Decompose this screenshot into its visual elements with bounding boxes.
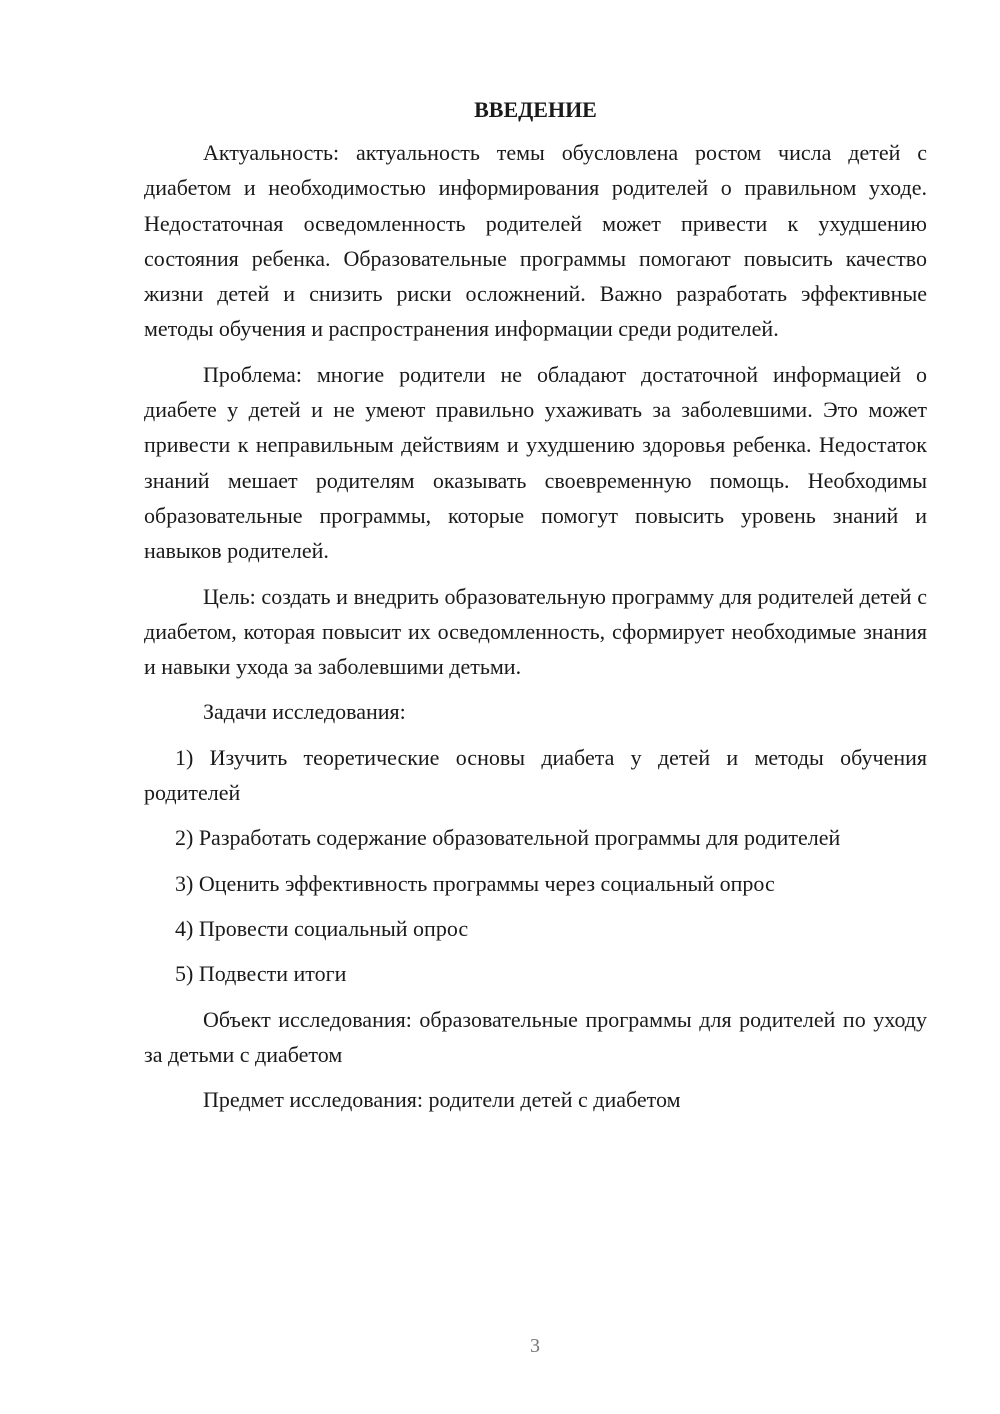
tasks-heading: Задачи исследования: bbox=[203, 699, 406, 725]
task-item-2: 2) Разработать содержание образовательной программы для родителей bbox=[175, 825, 841, 851]
paragraph-object: Объект исследования: образовательные программы для родителей по уходу за детьми с диабетом bbox=[144, 1006, 927, 1067]
paragraph-subject: Предмет исследования: родители детей с диабетом bbox=[203, 1087, 681, 1113]
paragraph-goal: Цель: создать и внедрить образовательную программу для родителей детей с диабетом, которая повысит их осведомленность, сформирует необходимые знания и навыки ухода за заболевшими детьми. bbox=[144, 583, 927, 680]
paragraph-problem: Проблема: многие родители не обладают достаточной информацией о диабете у детей и не умеют правильно ухаживать за заболевшими. Это может привести к неправильным действиям и ухудшению здоровья ребенка. Недостаток знаний мешает родителям оказывать своевременную помощь. Необходимы образовательные программы, которые помогут повысить уровень знаний и навыков родителей. bbox=[144, 361, 927, 564]
page-number: 3 bbox=[530, 1335, 540, 1357]
section-title: ВВЕДЕНИЕ bbox=[474, 97, 597, 122]
paragraph-relevance: Актуальность: актуальность темы обусловлена ростом числа детей с диабетом и необходимостью информирования родителей о правильном уходе. Недостаточная осведомленность родителей может привести к ухудшению состояния ребенка. Образовательные программы помогают повысить качество жизни детей и снизить риски осложнений. Важно разработать эффективные методы обучения и распространения информации среди родителей. bbox=[144, 140, 927, 342]
task-item-1: 1) Изучить теоретические основы диабета у детей и методы обучения родителей bbox=[144, 744, 927, 806]
page-content bbox=[144, 92, 927, 1127]
task-item-4: 4) Провести социальный опрос bbox=[175, 915, 469, 941]
task-item-5: 5) Подвести итоги bbox=[175, 961, 347, 987]
task-item-3: 3) Оценить эффективность программы через социальный опрос bbox=[175, 870, 775, 896]
